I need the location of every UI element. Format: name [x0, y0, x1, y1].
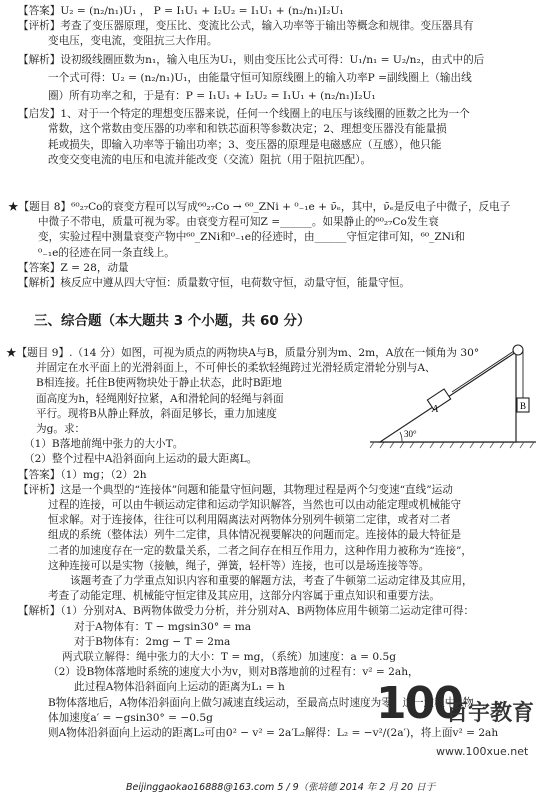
problem9-solution: 对于A物体有：T − mgsin30° = ma: [74, 620, 252, 633]
page-footer: Beijinggaokao16888@163.com 5 / 9（张培德 2014 年 2 月 20 日于: [126, 782, 436, 793]
problem9-solution: 则A物体沿斜面向上运动的距离L₂可由0² − v² = 2a′L₂解得：L₂ = −v²/(2a′)，将上面v² = 2ah: [48, 727, 499, 740]
insight-line: 常数，这个常数由变压器的功率和和铁芯面积等参数决定；2、理想变压器没有能量损: [48, 123, 447, 136]
problem9-line: 为g。求：: [36, 423, 86, 436]
problem9-analysis: 恒求解。对于连接体，往往可以利用隔离法对两物体分别列牛顿第二定律，或者对二者: [48, 514, 451, 527]
problem9-analysis: 该题考查了力学重点知识内容和重要的解题方法，考查了牛顿第二运动定律及其应用，: [70, 575, 473, 588]
problem9-analysis: 组成的系统（整体法）列牛二定律，具体情况视要解决的问题而定。连接体的最大特征是: [48, 529, 462, 542]
insight-line: 【启发】1、对于一个特定的理想变压器来说，任何一个线圈上的电压与该线圈的匝数之比为一个: [18, 108, 470, 121]
problem9-solution: 对于B物体有：2mg − T = 2ma: [74, 635, 231, 648]
problem8-line: 中微子不带电，质量可视为零。由衰变方程可知Z =______。如果静止的⁶⁰₂₇Co发生衰: [38, 216, 439, 229]
problem8-line: ★【题目 8】⁶⁰₂₇Co的衰变方程可以写成⁶⁰₂₇Co → ⁶⁰_ZNi + ⁰₋₁e + ν̄ₑ，其中，ν̄ₑ是反电子中微子，反电子: [8, 201, 511, 213]
problem9-analysis: 过程的连接，可以由牛顿运动定律和运动学知识解答，当然也可以由动能定理或机械能守: [48, 499, 462, 512]
watermark-url: www.100xue.net: [436, 745, 529, 758]
problem9-analysis: 这种连接可以是实物（接触，绳子，弹簧，轻杆等）连接，也可以是场连接等等。: [48, 559, 430, 572]
problem9-line: ★【题目 9】.（14 分）如图，可视为质点的两物块A与B，质量分别为m、2m，A放在一倾角为 30°: [6, 347, 480, 359]
answer-line: 【答案】U₂ = (n₂/n₁)U₁ ， P = I₁U₁ + I₂U₂ = I₁U₁ + (n₂/n₁)I₂U₁: [18, 5, 344, 17]
analysis-line: 【评析】考查了变压器原理，变压比、变流比公式，输入功率等于输出等概念和规律。变压器具有: [18, 20, 474, 33]
problem9-solution: 体加速度a′ = −gsin30° = −0.5g: [48, 711, 213, 724]
analysis-line: 变电压，变电流，变阻抗三大作用。: [48, 35, 218, 48]
ground-hatching: [370, 442, 534, 448]
problem8-block: [8, 200, 536, 291]
watermark-number: 100: [376, 678, 462, 729]
problem9-analysis: 二者的加速度存在一定的数量关系，二者之间存在相互作用力，这种作用力被称为“连接”，: [48, 544, 472, 557]
watermark-brand: 百宇教育: [446, 701, 535, 726]
problem9-answer: 【答案】（1）mg；（2）2h: [18, 468, 147, 481]
label-b: B: [520, 401, 527, 411]
pulley: [513, 345, 523, 355]
problem9-line: 并固定在水平面上的光滑斜面上，不可伸长的柔软轻绳跨过光滑轻质定滑轮分别与A、: [36, 362, 436, 375]
incline-pulley-figure: [368, 330, 540, 452]
problem9-solution: 【解析】（1）分别对A、B两物体做受力分析，并分别对A、B两物体应用牛顿第二运动定律可得：: [18, 605, 475, 618]
problem7-answer-block: [18, 4, 536, 168]
problem9-solution: B物体落地后，A物体沿斜面向上做匀减速直线运动，至最高点时速度为零，这一过程中A物: [48, 696, 474, 709]
problem8-answer: 【答案】Z = 28，动量: [18, 261, 129, 274]
problem9-line: 面高度为h，轻绳刚好拉紧，A和滑轮间的轻绳与斜面: [36, 392, 284, 405]
watermark-logo: [376, 678, 536, 768]
angle-label: 30°: [404, 429, 417, 439]
problem9-solution: 此过程A物体沿斜面向上运动的距离为L₁ = h: [74, 681, 285, 694]
question-1: （1）B落地前绳中张力的大小T。: [24, 438, 184, 451]
label-a: A: [432, 404, 439, 415]
solution-line: 一个式可得：U₂ = (n₂/n₁)U₁，由能量守恒可知原线圈上的输入功率P =副线圈上（输出线: [48, 71, 472, 84]
insight-line: 改变交变电流的电压和电流并能改变（交流）阻抗（用于阻抗匹配）。: [48, 153, 372, 166]
problem9-analysis: 【评析】这是一个典型的“连接体”问题和能量守恒问题，其物理过程是两个匀变速“直线”运动: [18, 483, 453, 496]
question-2: （2）整个过程中A沿斜面向上运动的最大距离L。: [24, 453, 258, 466]
solution-line: 【解析】设初级线圈匝数为n₁，输入电压为U₁，则由变压比公式可得：U₁/n₁ = U₂/n₂，由式中的后: [18, 53, 485, 66]
problem9-solution: （2）设B物体落地时系统的速度大小为v，则对B落地前的过程有：v² = 2ah，: [48, 666, 419, 679]
problem8-analysis: 【解析】核反应中遵从四大守恒：质量数守恒，电荷数守恒，动量守恒，能量守恒。: [18, 277, 410, 290]
problem9-analysis: 考查了动能定理、机械能守恒定律及其应用，这部分内容属于重点知识和重要方法。: [48, 590, 440, 603]
problem8-line: ⁰₋₁e的径迹在同一条直线上。: [38, 246, 175, 259]
problem9-line: 平行。现将B从静止释放，斜面足够长，重力加速度: [36, 407, 277, 420]
problem9-line: B相连接。托住B使两物块处于静止状态，此时B距地: [36, 377, 282, 390]
problem8-line: 变，实验过程中测量衰变产物中⁶⁰_ZNi和⁰₋₁e的径迹时，由______守恒定律可知，⁶⁰_ZNi和: [38, 231, 465, 244]
solution-line: 圈）所有功率之和，于是有：P = I₁U₁ + I₂U₂ = I₁U₁ + (n₂/n₁)I₂U₁: [48, 90, 376, 103]
section-title: 三、综合题（本大题共 3 个小题，共 60 分）: [34, 313, 311, 329]
insight-line: 耗或损失，即输入功率等于输出功率；3、变压器的原理是电磁感应（互感），他只能: [48, 138, 442, 151]
problem9-solution: 两式联立解得：绳中张力的大小：T = mg，（系统）加速度：a = 0.5g: [62, 651, 397, 664]
